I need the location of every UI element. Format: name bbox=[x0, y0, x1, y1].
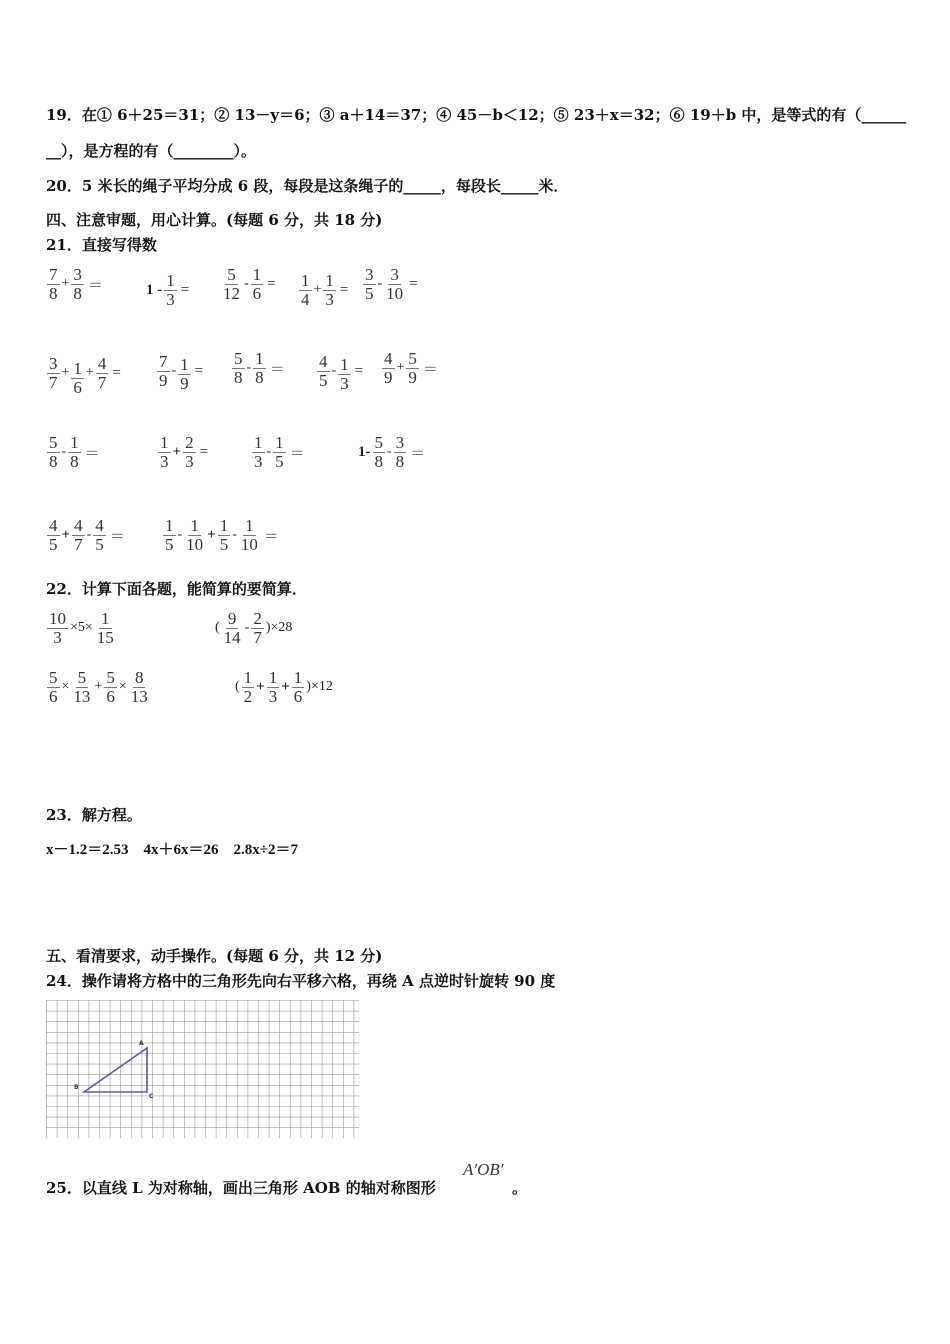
fraction: $\frac{4}{9}$ bbox=[384, 349, 393, 387]
fraction: $\frac{1}{10}$ bbox=[240, 516, 258, 554]
fraction: $\frac{1}{8}$ bbox=[70, 433, 79, 471]
fraction: $\frac{5}{8}$ bbox=[234, 349, 243, 387]
q19-line1: 19．在① 6＋25＝31；② 13－y＝6；③ a＋14＝37；④ 45－b＜12；⑤ 23＋x＝32；⑥ 19＋b 中，是等式的有（______ bbox=[46, 106, 907, 124]
fraction: $\frac{1}{3}$ bbox=[166, 271, 175, 309]
fraction: $\frac{4}{5}$ bbox=[319, 352, 328, 390]
fraction: $\frac{1}{3}$ bbox=[268, 668, 278, 706]
grid-svg bbox=[46, 1000, 359, 1138]
fraction: $\frac{5}{6}$ bbox=[49, 668, 58, 706]
label-c: C bbox=[149, 1093, 154, 1100]
q21-item-r1e: $\frac{3}{5}$ - $\frac{3}{10}$ = bbox=[365, 265, 418, 303]
q21-item-r4b: $\frac{1}{5}$ - $\frac{1}{10}$ + $\frac{1}{5}$ - $\frac{1}{10}$ ＝ bbox=[165, 516, 279, 554]
q22-item-d: ( $\frac{1}{2}$ + $\frac{1}{3}$ + $\frac{1}{6}$ )×12 bbox=[235, 668, 333, 706]
section4-heading: 四、注意审题，用心计算。(每题 6 分，共 18 分) bbox=[46, 211, 383, 229]
fraction: $\frac{1}{10}$ bbox=[186, 516, 204, 554]
fraction: $\frac{3}{7}$ bbox=[49, 354, 58, 392]
fraction: $\frac{1}{5}$ bbox=[275, 433, 284, 471]
fraction: $\frac{5}{13}$ bbox=[73, 668, 91, 706]
q21-item-r2c: $\frac{5}{8}$ - $\frac{1}{8}$ ＝ bbox=[234, 349, 285, 387]
fraction: $\frac{4}{7}$ bbox=[74, 516, 83, 554]
fraction: $\frac{9}{14}$ bbox=[223, 609, 241, 647]
q21-item-r3d: 1- $\frac{5}{8}$ - $\frac{3}{8}$ ＝ bbox=[358, 433, 426, 471]
grid-lines bbox=[46, 1000, 359, 1138]
fraction: $\frac{1}{6}$ bbox=[73, 359, 82, 397]
fraction: $\frac{1}{15}$ bbox=[96, 609, 114, 647]
fraction: $\frac{3}{10}$ bbox=[386, 265, 404, 303]
fraction: $\frac{1}{2}$ bbox=[243, 668, 253, 706]
fraction: $\frac{1}{3}$ bbox=[325, 271, 334, 309]
fraction: $\frac{8}{13}$ bbox=[130, 668, 148, 706]
label-a: A bbox=[139, 1040, 144, 1047]
fraction: $\frac{5}{9}$ bbox=[408, 349, 417, 387]
fraction: $\frac{4}{5}$ bbox=[49, 516, 58, 554]
q21-item-r1c: $\frac{5}{12}$ - $\frac{1}{6}$ = bbox=[223, 265, 276, 303]
q22-item-c: $\frac{5}{6}$ × $\frac{5}{13}$ + $\frac{5}{6}$ × $\frac{8}{13}$ bbox=[49, 668, 148, 706]
q22-item-a: $\frac{10}{3}$ ×5× $\frac{1}{15}$ bbox=[49, 609, 114, 647]
fraction: $\frac{7}{9}$ bbox=[159, 352, 168, 390]
q25-end: 。 bbox=[512, 1179, 528, 1197]
fraction: $\frac{7}{8}$ bbox=[49, 265, 58, 303]
q25-symbol: A′OB′ bbox=[463, 1160, 504, 1179]
label-b: B bbox=[74, 1084, 79, 1091]
fraction: $\frac{1}{6}$ bbox=[252, 265, 262, 303]
q21-item-r4a: $\frac{4}{5}$ + $\frac{4}{7}$ - $\frac{4}{5}$ ＝ bbox=[49, 516, 125, 554]
fraction: $\frac{3}{5}$ bbox=[365, 265, 374, 303]
fraction: $\frac{1}{9}$ bbox=[180, 355, 189, 393]
fraction: $\frac{5}{12}$ bbox=[223, 265, 240, 303]
q25-text: 25．以直线 L 为对称轴，画出三角形 AOB 的轴对称图形 bbox=[46, 1179, 436, 1197]
fraction: $\frac{1}{5}$ bbox=[219, 516, 229, 554]
fraction: $\frac{5}{8}$ bbox=[374, 433, 383, 471]
section5-heading: 五、看清要求，动手操作。(每题 6 分，共 12 分) bbox=[46, 947, 383, 965]
fraction: $\frac{4}{5}$ bbox=[95, 516, 104, 554]
fraction: $\frac{3}{8}$ bbox=[395, 433, 405, 471]
q23-equations: x－1.2＝2.53 4x＋6x＝26 2.8x÷2＝7 bbox=[46, 842, 298, 858]
q21-title: 21．直接写得数 bbox=[46, 236, 157, 254]
q20: 20．5 米长的绳子平均分成 6 段，每段是这条绳子的_____，每段长_____米． bbox=[46, 177, 569, 195]
fraction: $\frac{1}{3}$ bbox=[254, 433, 263, 471]
q22-title: 22．计算下面各题，能简算的要简算． bbox=[46, 580, 307, 598]
fraction: $\frac{1}{4}$ bbox=[301, 271, 310, 309]
fraction: $\frac{1}{6}$ bbox=[293, 668, 303, 706]
q22-item-b: ( $\frac{9}{14}$ - $\frac{2}{7}$ )×28 bbox=[215, 609, 293, 647]
q21-item-r2d: $\frac{4}{5}$ - $\frac{1}{3}$ = bbox=[319, 352, 364, 393]
q21-item-r2b: $\frac{7}{9}$ - $\frac{1}{9}$ = bbox=[159, 352, 204, 393]
fraction: $\frac{4}{7}$ bbox=[97, 354, 107, 392]
q24-instruction: 24．操作请将方格中的三角形先向右平移六格，再绕 A 点逆时针旋转 90 度 bbox=[46, 972, 556, 990]
fraction: $\frac{1}{3}$ bbox=[340, 355, 349, 393]
q21-item-r3c: $\frac{1}{3}$ - $\frac{1}{5}$ ＝ bbox=[254, 433, 305, 471]
fraction: $\frac{1}{3}$ bbox=[160, 433, 169, 471]
fraction: $\frac{3}{8}$ bbox=[73, 265, 82, 303]
q24-grid bbox=[46, 1000, 359, 1138]
q21-item-r2a: $\frac{3}{7}$ + $\frac{1}{6}$ + $\frac{4}{7}$ = bbox=[49, 354, 121, 397]
q21-item-r3a: $\frac{5}{8}$ - $\frac{1}{8}$ ＝ bbox=[49, 433, 100, 471]
q21-item-r1d: $\frac{1}{4}$ + $\frac{1}{3}$ = bbox=[301, 271, 349, 309]
fraction: $\frac{1}{8}$ bbox=[255, 349, 264, 387]
q21-item-r2e: $\frac{4}{9}$ + $\frac{5}{9}$ ＝ bbox=[384, 349, 438, 387]
fraction: $\frac{5}{8}$ bbox=[49, 433, 58, 471]
fraction: $\frac{10}{3}$ bbox=[49, 609, 66, 647]
fraction: $\frac{2}{7}$ bbox=[253, 609, 262, 647]
q19-line2: __），是方程的有（________）。 bbox=[46, 142, 257, 160]
q21-item-r1a: $\frac{7}{8}$ + $\frac{3}{8}$ ＝ bbox=[49, 265, 103, 303]
fraction: $\frac{1}{5}$ bbox=[165, 516, 174, 554]
q21-item-r1b: 1 - $\frac{1}{3}$ = bbox=[146, 271, 190, 309]
fraction: $\frac{5}{6}$ bbox=[106, 668, 115, 706]
fraction: $\frac{2}{3}$ bbox=[185, 433, 194, 471]
q23-title: 23．解方程。 bbox=[46, 806, 142, 824]
q21-item-r3b: $\frac{1}{3}$ + $\frac{2}{3}$ = bbox=[160, 433, 209, 471]
